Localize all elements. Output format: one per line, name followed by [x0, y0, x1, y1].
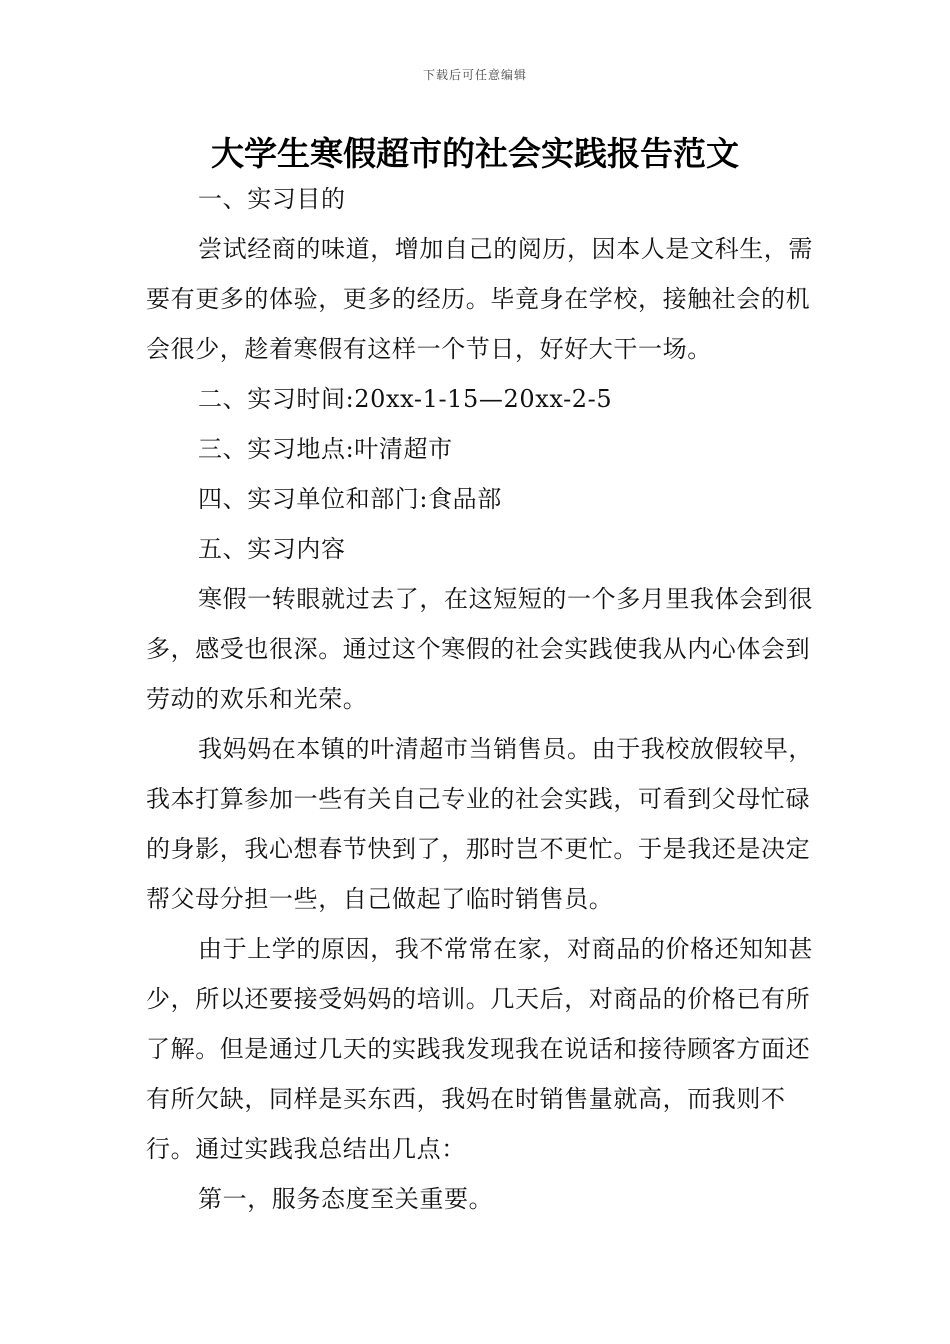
paragraph-intro: 寒假一转眼就过去了，在这短短的一个多月里我体会到很多，感受也很深。通过这个寒假的社会实践使我从内心体会到劳动的欢乐和光荣。 — [146, 585, 813, 713]
section-heading-content: 五、实习内容 — [198, 535, 346, 563]
document-title: 大学生寒假超市的社会实践报告范文 — [211, 134, 739, 173]
section-heading-location: 三、实习地点:叶清超市 — [198, 435, 453, 463]
paragraph-point-one: 第一，服务态度至关重要。 — [198, 1185, 494, 1213]
document-body — [146, 174, 826, 1224]
paragraph-training: 由于上学的原因，我不常常在家，对商品的价格还知知甚少，所以还要接受妈妈的培训。几天后，对商品的价格已有所了解。但是通过几天的实践我发现我在说话和接待顾客方面还有所欠缺，同样是买东西，我妈在时销售量就高，而我则不行。通过实践我总结出几点： — [146, 935, 813, 1163]
section-heading-purpose: 一、实习目的 — [198, 185, 346, 213]
paragraph-purpose: 尝试经商的味道，增加自己的阅历，因本人是文科生，需要有更多的体验，更多的经历。毕竟身在学校，接触社会的机会很少，趁着寒假有这样一个节日，好好大干一场。 — [146, 235, 813, 363]
header-note: 下载后可任意编辑 — [422, 68, 527, 82]
paragraph-background: 我妈妈在本镇的叶清超市当销售员。由于我校放假较早，我本打算参加一些有关自己专业的社会实践，可看到父母忙碌的身影，我心想春节快到了，那时岂不更忙。于是我还是决定帮父母分担一些，自己做起了临时销售员。 — [146, 735, 813, 913]
section-heading-time: 二、实习时间:20xx-1-15—20xx-2-5 — [198, 385, 613, 413]
section-heading-unit: 四、实习单位和部门:食品部 — [198, 485, 502, 513]
